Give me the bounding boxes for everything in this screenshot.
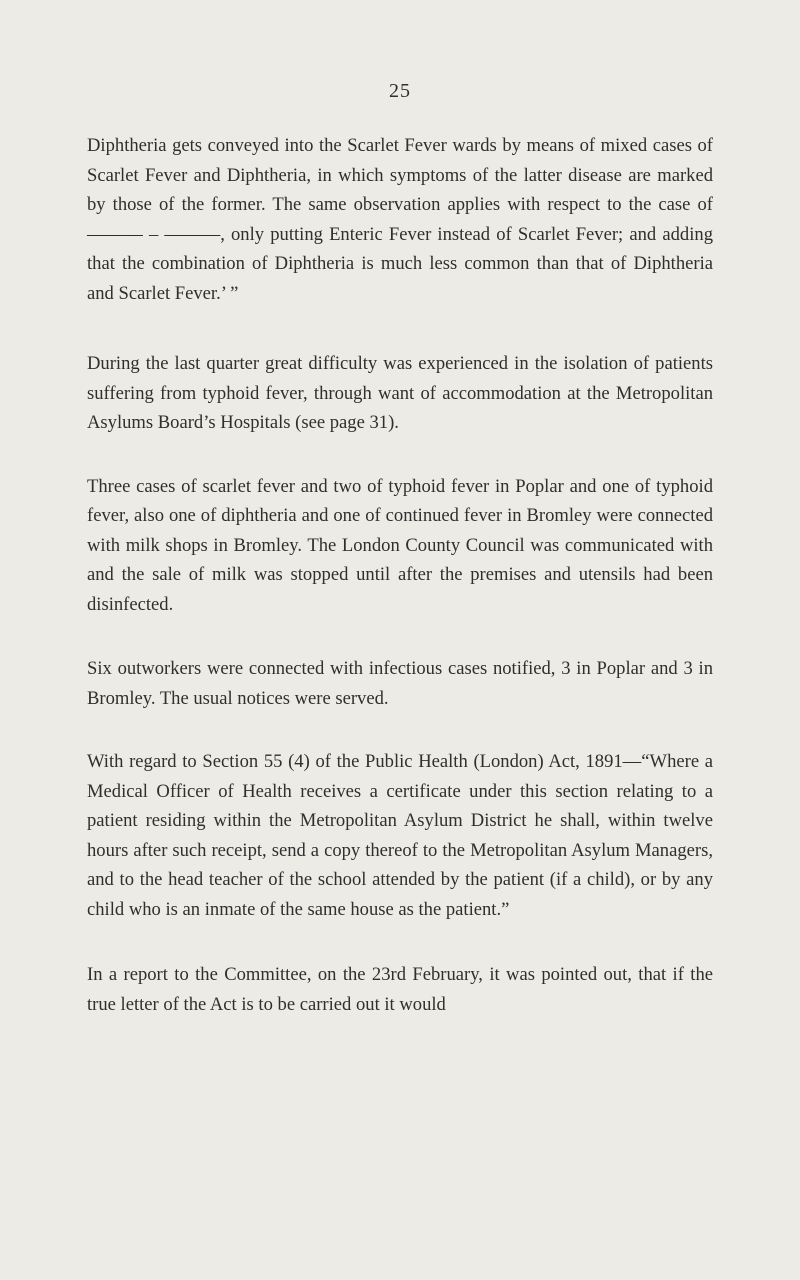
page-number: 25 (389, 80, 411, 102)
paragraph-typhoid-isolation: During the last quarter great difficulty was experienced in the isolation of patients suffering from typhoid fever, through want of accommodation at the Metropolitan Asylums Board’s Hospitals (see page 31). (87, 353, 713, 433)
paragraph-outworkers: Six outworkers were connected with infectious cases notified, 3 in Poplar and 3 in Bromley. The usual notices were served. (87, 658, 713, 709)
paragraph-section-55: With regard to Section 55 (4) of the Public Health (London) Act, 1891—“Where a Medical Officer of Health receives a certificate under this section relating to a patient residing within the Metropolitan Asylum District he shall, within twelve hours after such receipt, send a copy thereof to the Metropolitan Asylum Managers, and to the head teacher of the school attended by the patient (if a child), or by any child who is an inmate of the same house as the patient.” (87, 751, 713, 920)
paragraph-committee-report: In a report to the Committee, on the 23rd February, it was pointed out, that if the true letter of the Act is to be carried out it would (87, 964, 713, 1015)
page-body (87, 131, 713, 1054)
paragraph-milk-shops: Three cases of scarlet fever and two of typhoid fever in Poplar and one of typhoid fever, also one of diphtheria and one of continued fever in Bromley were connected with milk shops in Bromley. The London County Council was communicated with and the sale of milk was stopped until after the premises and utensils had been disinfected. (87, 475, 713, 615)
paragraph-diphtheria-wards: Diphtheria gets conveyed into the Scarlet Fever wards by means of mixed cases of Scarlet Fever and Diphtheria, in which symptoms of the latter disease are marked by those of the former. The same observation applies with respect to the case of ——— – ———, only putting Enteric Fever instead of Scarlet Fever; and adding that the combination of Diphtheria is much less common than that of Diphtheria and Scarlet Fever.’ ” (87, 135, 713, 304)
